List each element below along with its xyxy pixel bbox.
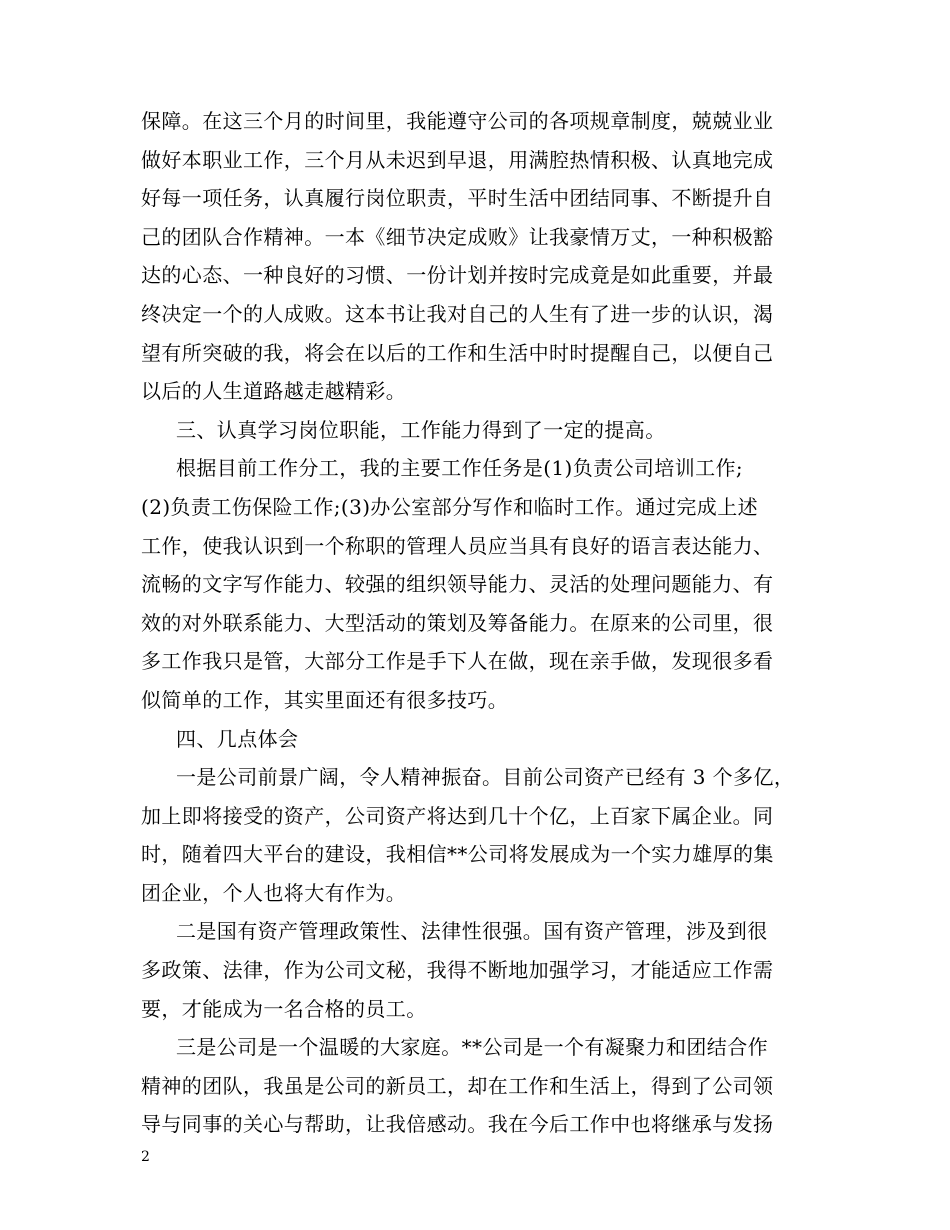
text-line: 加上即将接受的资产，公司资产将达到几十个亿，上百家下属企业。同 [141,803,774,828]
text-line: 二是国有资产管理政策性、法律性很强。国有资产管理，涉及到很 [176,919,768,944]
text-line: 多工作我只是管，大部分工作是手下人在做，现在亲手做，发现很多看 [141,649,774,674]
text-line: 做好本职业工作，三个月从未迟到早退，用满腔热情积极、认真地完成 [141,147,774,172]
text-line: 似简单的工作，其实里面还有很多技巧。 [141,687,509,712]
text-line: 保障。在这三个月的时间里，我能遵守公司的各项规章制度，兢兢业业 [141,109,774,133]
text-line: 团企业，个人也将大有作为。 [141,880,407,905]
page-number: 2 [141,1149,150,1165]
text-line: 效的对外联系能力、大型活动的策划及筹备能力。在原来的公司里，很 [141,610,774,635]
text-line: 达的心态、一种良好的习惯、一份计划并按时完成竟是如此重要，并最 [141,263,774,288]
text-line: 根据目前工作分工，我的主要工作任务是(1)负责公司培训工作; [176,456,744,481]
text-line: 四、几点体会 [176,726,299,751]
text-line: 以后的人生道路越走越精彩。 [141,379,407,404]
text-line: 导与同事的关心与帮助，让我倍感动。我在今后工作中也将继承与发扬 [141,1112,774,1137]
text-line: 三是公司是一个温暖的大家庭。**公司是一个有凝聚力和团结合作 [176,1035,768,1060]
text-line: 精神的团队，我虽是公司的新员工，却在工作和生活上，得到了公司领 [141,1073,774,1098]
text-line: 流畅的文字写作能力、较强的组织领导能力、灵活的处理问题能力、有 [141,572,774,597]
text-line: 一是公司前景广阔，令人精神振奋。目前公司资产已经有 3 个多亿， [176,765,795,790]
text-line: 终决定一个的人成败。这本书让我对自己的人生有了进一步的认识，渴 [141,301,774,326]
text-line: 好每一项任务，认真履行岗位职责，平时生活中团结同事、不断提升自 [141,186,774,211]
text-line: 望有所突破的我，将会在以后的工作和生活中时时提醒自己，以便自己 [141,340,774,365]
text-line: 工作，使我认识到一个称职的管理人员应当具有良好的语言表达能力、 [141,533,774,558]
text-line: 多政策、法律，作为公司文秘，我得不断地加强学习，才能适应工作需 [141,958,774,983]
document-body [141,102,831,1144]
text-line: 时，随着四大平台的建设，我相信**公司将发展成为一个实力雄厚的集 [141,842,774,867]
text-line: 己的团队合作精神。一本《细节决定成败》让我豪情万丈，一种积极豁 [141,224,774,249]
text-line: 要，才能成为一名合格的员工。 [141,996,427,1021]
text-line: (2)负责工伤保险工作;(3)办公室部分写作和临时工作。通过完成上述 [141,494,758,519]
text-line: 三、认真学习岗位职能，工作能力得到了一定的提高。 [176,417,666,442]
